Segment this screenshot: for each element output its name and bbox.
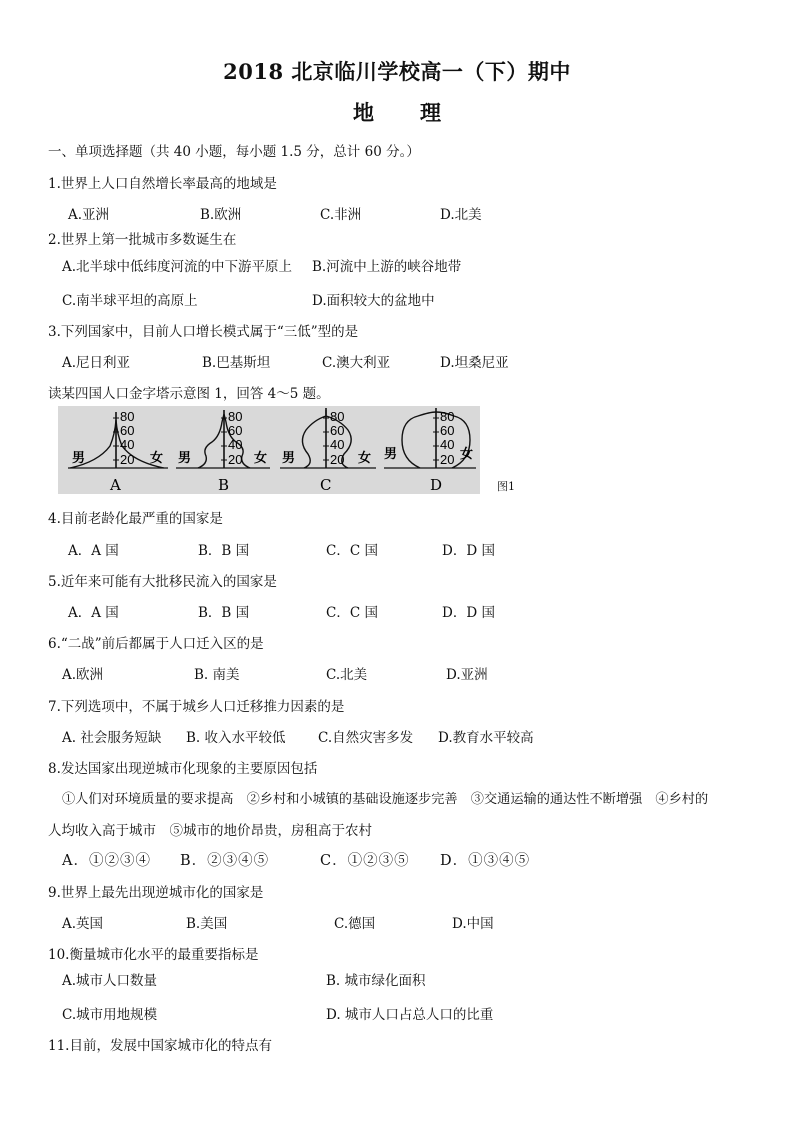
q10-option-c: C.城市用地规模 (62, 1007, 158, 1023)
section-heading: 一、单项选择题（共 40 小题，每小题 1.5 分，总计 60 分。） (48, 144, 420, 160)
pyramid-b-male: 男 (178, 451, 192, 466)
q1-option-c: C.非洲 (320, 207, 362, 223)
q9-option-d: D.中国 (452, 916, 494, 932)
q2-option-c: C.南半球平坦的高原上 (62, 293, 198, 309)
pyramid-c-male: 男 (282, 451, 296, 466)
pyramid-b-tick-20: 20 (228, 452, 243, 467)
q8-option-a: A．①②③④ (62, 853, 151, 869)
q1-option-a: A.亚洲 (68, 207, 110, 223)
question-10-stem: 10.衡量城市化水平的最重要指标是 (48, 947, 259, 963)
exam-title: 2018 北京临川学校高一（下）期中 (223, 59, 571, 84)
q2-option-a: A.北半球中低纬度河流的中下游平原上 (62, 259, 293, 275)
pyramid-d-letter: D (430, 476, 443, 494)
pyramid-a-female: 女 (150, 451, 164, 466)
population-pyramid-figure (58, 406, 480, 494)
pyramid-d-tick-40: 40 (440, 437, 455, 452)
q8-option-b: B．②③④⑤ (180, 853, 270, 869)
q1-option-d: D.北美 (440, 207, 482, 223)
q5-option-b: B．B 国 (198, 605, 250, 621)
q4-option-b: B．B 国 (198, 543, 250, 559)
question-8-body-line2: 人均收入高于城市 ⑤城市的地价昂贵，房租高于农村 (48, 823, 372, 839)
question-4-stem: 4.目前老龄化最严重的国家是 (48, 511, 223, 527)
q4-option-a: A．A 国 (68, 543, 119, 559)
q5-option-c: C．C 国 (326, 605, 378, 621)
q2-option-b: B.河流中上游的峡谷地带 (312, 259, 462, 275)
q3-option-a: A.尼日利亚 (62, 355, 131, 371)
pyramid-b-letter: B (218, 476, 230, 494)
pyramid-a (68, 409, 168, 494)
pyramid-c-tick-20: 20 (330, 452, 345, 467)
question-8-body-line1: ①人们对环境质量的要求提高 ②乡村和小城镇的基础设施逐步完善 ③交通运输的通达性不断增强 ④乡村的 (62, 792, 709, 807)
q7-option-c: C.自然灾害多发 (318, 730, 414, 746)
pyramid-c-tick-80: 80 (330, 409, 345, 424)
q9-option-c: C.德国 (334, 916, 376, 932)
pyramid-d-female: 女 (460, 447, 474, 462)
pyramid-a-tick-20: 20 (120, 452, 135, 467)
pyramid-a-tick-80: 80 (120, 409, 135, 424)
question-9-stem: 9.世界上最先出现逆城市化的国家是 (48, 885, 264, 901)
pyramid-a-letter: A (110, 476, 121, 494)
q3-option-b: B.巴基斯坦 (202, 355, 271, 371)
pyramid-figure-svg (58, 406, 480, 494)
q10-option-a: A.城市人口数量 (62, 973, 158, 989)
question-5-stem: 5.近年来可能有大批移民流入的国家是 (48, 574, 277, 590)
pyramid-b-tick-60: 60 (228, 423, 243, 438)
pyramid-d (384, 408, 476, 494)
pyramid-c-female: 女 (358, 451, 372, 466)
question-8-stem: 8.发达国家出现逆城市化现象的主要原因包括 (48, 761, 318, 777)
pyramid-d-tick-60: 60 (440, 423, 455, 438)
pyramid-a-male: 男 (72, 451, 86, 466)
q5-option-a: A．A 国 (68, 605, 119, 621)
q6-option-c: C.北美 (326, 667, 368, 683)
pyramid-c-tick-40: 40 (330, 437, 345, 452)
pyramid-c-tick-60: 60 (330, 423, 345, 438)
pyramid-d-tick-80: 80 (440, 409, 455, 424)
q5-option-d: D．D 国 (442, 605, 495, 621)
q1-option-b: B.欧洲 (200, 207, 242, 223)
q3-option-d: D.坦桑尼亚 (440, 355, 509, 371)
question-6-stem: 6.“二战”前后都属于人口迁入区的是 (48, 636, 264, 652)
pyramid-b (176, 409, 270, 494)
question-1-stem: 1.世界上人口自然增长率最高的地域是 (48, 176, 277, 192)
q8-option-c: C．①②③⑤ (320, 853, 410, 869)
q7-option-d: D.教育水平较高 (438, 730, 534, 746)
q6-option-b: B. 南美 (194, 667, 240, 683)
pyramid-d-male: 男 (384, 447, 398, 462)
q4-option-d: D．D 国 (442, 543, 495, 559)
q4-option-c: C．C 国 (326, 543, 378, 559)
pyramid-a-tick-40: 40 (120, 437, 135, 452)
q6-option-d: D.亚洲 (446, 667, 488, 683)
q8-option-d: D．①③④⑤ (440, 853, 531, 869)
q7-option-b: B. 收入水平较低 (186, 730, 286, 746)
figure-caption: 图1 (497, 480, 515, 493)
pyramid-c-letter: C (320, 476, 332, 494)
pyramid-d-tick-20: 20 (440, 452, 455, 467)
question-7-stem: 7.下列选项中，不属于城乡人口迁移推力因素的是 (48, 699, 345, 715)
question-3-stem: 3.下列国家中，目前人口增长模式属于“三低”型的是 (48, 324, 359, 340)
pyramid-c (280, 408, 376, 494)
pyramid-b-female: 女 (254, 451, 268, 466)
q9-option-a: A.英国 (62, 916, 104, 932)
question-11-stem: 11.目前，发展中国家城市化的特点有 (48, 1038, 272, 1054)
reading-intro: 读某四国人口金字塔示意图 1，回答 4～5 题。 (48, 386, 330, 402)
pyramid-b-tick-40: 40 (228, 437, 243, 452)
q9-option-b: B.美国 (186, 916, 228, 932)
q6-option-a: A.欧洲 (62, 667, 104, 683)
q3-option-c: C.澳大利亚 (322, 355, 391, 371)
pyramid-b-tick-80: 80 (228, 409, 243, 424)
subject-title: 地理 (353, 100, 487, 125)
pyramid-a-tick-60: 60 (120, 423, 135, 438)
q10-option-b: B. 城市绿化面积 (326, 973, 426, 989)
q2-option-d: D.面积较大的盆地中 (312, 293, 435, 309)
question-2-stem: 2.世界上第一批城市多数诞生在 (48, 232, 237, 248)
q7-option-a: A. 社会服务短缺 (62, 730, 162, 746)
q10-option-d: D. 城市人口占总人口的比重 (326, 1007, 494, 1023)
